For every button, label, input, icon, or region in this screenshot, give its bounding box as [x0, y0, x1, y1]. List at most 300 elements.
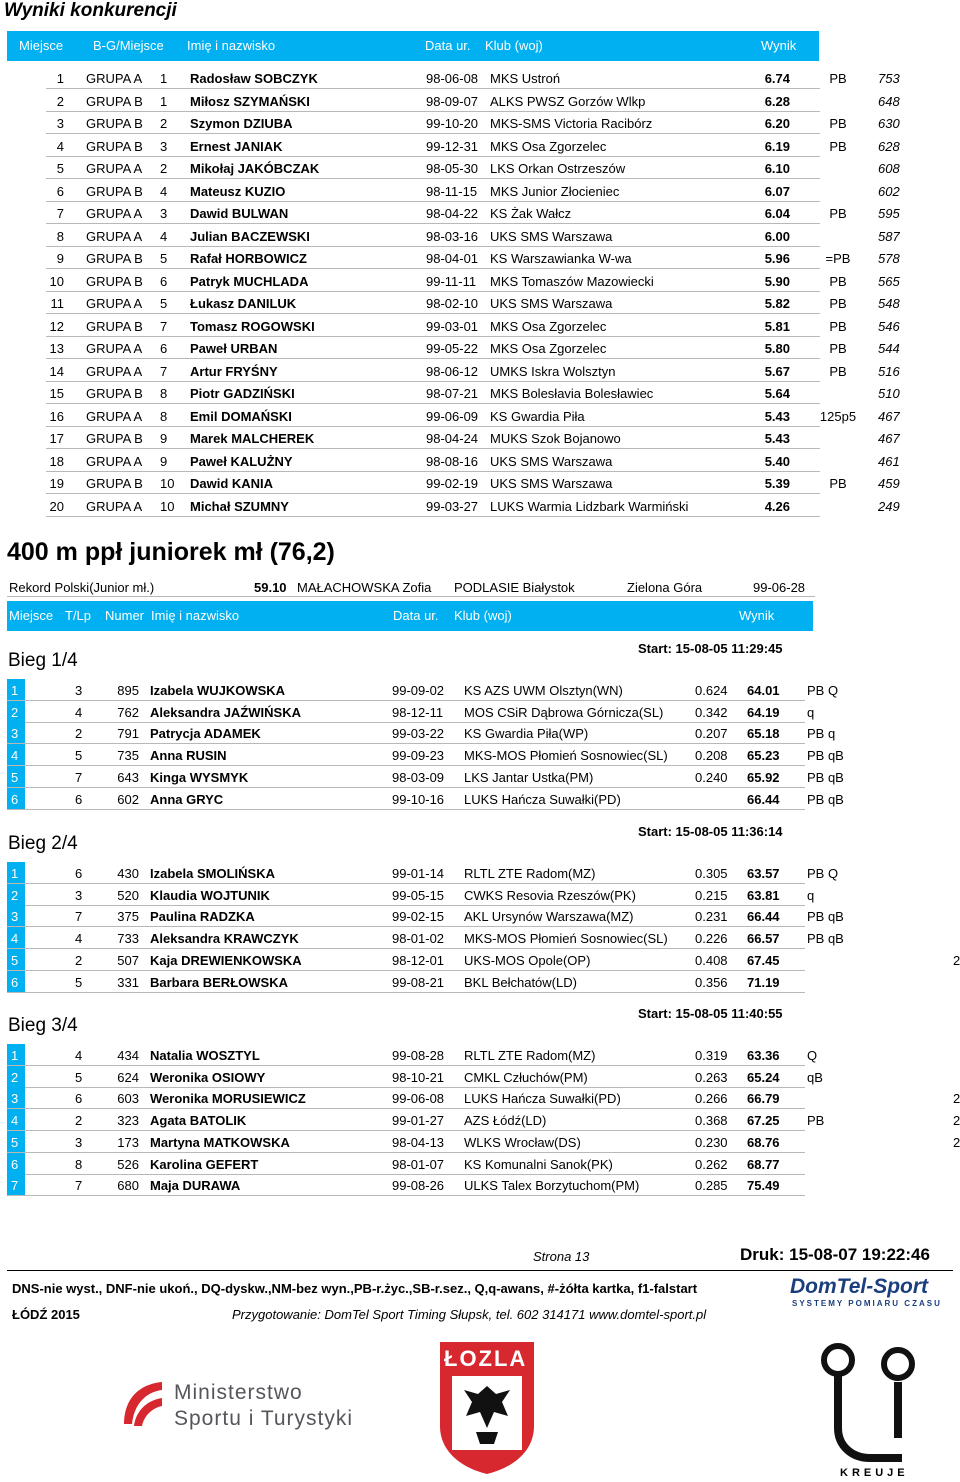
- heat-name: Martyna MATKOWSKA: [150, 1134, 290, 1150]
- table-row: [7, 949, 960, 971]
- table-row: [46, 427, 900, 449]
- heat-note: PB qB: [807, 769, 844, 785]
- header-born: Data ur.: [425, 38, 471, 53]
- result-group-position: 3: [160, 206, 168, 221]
- result-value: 6.07: [764, 183, 790, 199]
- heat-title: Bieg 2/4: [8, 833, 78, 854]
- result-club: MKS Junior Złocieniec: [490, 183, 620, 199]
- footer-legend: DNS-nie wyst., DNF-nie ukoń., DQ-dyskw.,NM-bez wyn.,PB-r.życ.,SB-r.sez., Q,q-awans, #-żółta kartka, f1-falstart: [12, 1281, 698, 1296]
- heat-club: KS Gwardia Piła(WP): [464, 726, 589, 742]
- record-name: MAŁACHOWSKA Zofia: [297, 580, 432, 595]
- heat-name: Klaudia WOJTUNIK: [150, 887, 270, 903]
- heat-birthdate: 98-12-11: [392, 704, 444, 720]
- result-group-position: 10: [160, 498, 175, 514]
- result-group-position: 10: [160, 476, 175, 491]
- heat-birthdate: 99-08-21: [392, 974, 445, 990]
- result-club: UKS SMS Warszawa: [490, 228, 613, 244]
- result-club: UKS SMS Warszawa: [490, 296, 613, 311]
- result-group: GRUPA A: [86, 228, 143, 244]
- result-birthdate: 98-11-15: [426, 183, 478, 199]
- heat-start-time: Start: 15-08-05 11:36:14: [638, 824, 783, 839]
- heat-result: 67.45: [747, 952, 780, 968]
- domtel-logo: DomTel-Sport: [790, 1275, 929, 1298]
- heat-name: Natalia WOSZTYL: [150, 1048, 260, 1063]
- result-note: PB: [829, 341, 847, 356]
- result-points: 461: [878, 453, 900, 469]
- heat-birthdate: 99-09-23: [392, 748, 445, 764]
- heat-lane: 3: [75, 1134, 83, 1150]
- table-row: [46, 337, 900, 359]
- heat-club: LUKS Hańcza Suwałki(PD): [464, 791, 621, 807]
- heat-lane: 6: [75, 791, 83, 807]
- result-value: 5.43: [764, 431, 790, 446]
- heat-name: Barbara BERŁOWSKA: [150, 974, 288, 990]
- result-name: Emil DOMAŃSKI: [190, 408, 292, 424]
- heat-lane: 6: [75, 1091, 83, 1107]
- ministry-logo-line1: Ministerstwo: [174, 1381, 303, 1404]
- heat-result: 75.49: [747, 1178, 780, 1194]
- heat-lane: 5: [75, 974, 83, 990]
- heat-place: 7: [7, 1174, 25, 1195]
- result-club: KS Warszawianka W-wa: [490, 251, 632, 266]
- heat-title: Bieg 3/4: [8, 1015, 78, 1036]
- heat-result: 63.81: [747, 887, 780, 903]
- result-value: 6.04: [764, 206, 790, 221]
- heat-extra-mark: 2: [953, 952, 960, 968]
- record-club: PODLASIE Białystok: [454, 580, 575, 595]
- table-row: [7, 927, 844, 949]
- result-place: 5: [56, 161, 64, 176]
- result-points: 630: [878, 116, 900, 131]
- heat-lane: 2: [75, 726, 83, 742]
- result-name: Radosław SOBCZYK: [190, 71, 318, 86]
- heat-reaction: 0.231: [695, 909, 728, 925]
- heats-header-place: Miejsce: [9, 608, 54, 623]
- heat-bib: 733: [117, 931, 139, 947]
- heat-note: q: [807, 887, 815, 903]
- heat-birthdate: 99-03-22: [392, 726, 445, 742]
- heats-header-bib: Numer: [105, 608, 145, 623]
- heat-reaction: 0.266: [695, 1091, 728, 1107]
- heat-name: Izabela WUJKOWSKA: [150, 683, 286, 698]
- heat-name: Kaja DREWIENKOWSKA: [150, 952, 302, 968]
- heat-bib: 526: [117, 1156, 139, 1172]
- heat-bib: 375: [117, 909, 139, 925]
- result-points: 753: [878, 71, 900, 86]
- result-note: PB: [829, 116, 847, 131]
- table-row: [7, 744, 844, 766]
- heat-place: 3: [7, 905, 25, 926]
- table-row: [7, 1109, 960, 1131]
- heat-name: Aleksandra JAŹWIŃSKA: [150, 704, 301, 720]
- heat-birthdate: 98-03-09: [392, 769, 445, 785]
- result-value: 6.74: [764, 71, 790, 86]
- heat-lane: 4: [75, 1048, 83, 1063]
- result-birthdate: 98-05-30: [426, 161, 479, 176]
- heat-place: 2: [7, 1066, 25, 1087]
- result-points: 578: [878, 251, 900, 266]
- heat-club: LUKS Hańcza Suwałki(PD): [464, 1091, 621, 1107]
- result-place: 9: [56, 251, 64, 266]
- heats-header-lane: T/Lp: [65, 608, 92, 623]
- heat-birthdate: 98-01-02: [392, 931, 445, 947]
- lodz-kreuje-text: KREUJE: [840, 1467, 909, 1479]
- heat-club: KS AZS UWM Olsztyn(WN): [464, 683, 623, 698]
- heat-reaction: 0.262: [695, 1156, 728, 1172]
- result-birthdate: 98-09-07: [426, 93, 479, 109]
- result-points: 602: [878, 183, 900, 199]
- result-club: LUKS Warmia Lidzbark Warmiński: [490, 498, 689, 514]
- result-group: GRUPA B: [86, 116, 143, 131]
- result-club: UKS SMS Warszawa: [490, 453, 613, 469]
- heats-header-name: Imię i nazwisko: [151, 608, 240, 623]
- header-club: Klub (woj): [485, 38, 543, 53]
- result-value: 5.90: [764, 273, 790, 289]
- result-name: Paweł KALUŻNY: [190, 453, 293, 469]
- result-birthdate: 99-02-19: [426, 476, 479, 491]
- result-points: 467: [878, 431, 900, 446]
- heat-note: PB: [807, 1113, 825, 1129]
- result-group-position: 1: [160, 71, 168, 86]
- heat-bib: 791: [117, 726, 139, 742]
- table-row: [46, 382, 900, 404]
- result-group-position: 2: [160, 161, 168, 176]
- heat-club: MOS CSiR Dąbrowa Górnicza(SL): [464, 704, 664, 720]
- heat-place: 3: [7, 722, 25, 743]
- heats-header-result: Wynik: [739, 608, 775, 623]
- result-group-position: 8: [160, 386, 168, 401]
- heat-club: MKS-MOS Płomień Sosnowiec(SL): [464, 748, 668, 764]
- result-club: MKS Tomaszów Mazowiecki: [490, 273, 654, 289]
- result-value: 6.00: [764, 228, 790, 244]
- result-group: GRUPA A: [86, 161, 143, 176]
- result-points: 459: [878, 476, 900, 491]
- heat-result: 65.24: [747, 1069, 780, 1085]
- result-group: GRUPA A: [86, 71, 143, 86]
- heat-reaction: 0.305: [695, 866, 728, 881]
- heat-reaction: 0.342: [695, 704, 728, 720]
- heat-birthdate: 99-08-26: [392, 1178, 445, 1194]
- heat-extra-mark: 2: [953, 1091, 960, 1107]
- heat-club: CWKS Resovia Rzeszów(PK): [464, 887, 636, 903]
- result-group-position: 9: [160, 453, 168, 469]
- result-value: 5.96: [764, 251, 790, 266]
- table-row: [7, 722, 836, 744]
- result-value: 5.64: [764, 386, 790, 401]
- heat-result: 65.92: [747, 769, 780, 785]
- result-place: 19: [49, 476, 64, 491]
- table-row: [7, 884, 815, 906]
- heat-extra-mark: 2: [953, 1113, 960, 1129]
- result-note: PB: [829, 206, 847, 221]
- result-place: 20: [49, 498, 64, 514]
- table-row: [46, 225, 900, 247]
- heat-club: UKS-MOS Opole(OP): [464, 952, 591, 968]
- heat-reaction: 0.368: [695, 1113, 728, 1129]
- table-row: [46, 180, 900, 202]
- result-note: PB: [829, 363, 847, 379]
- table-row: [46, 135, 900, 157]
- result-place: 6: [56, 183, 64, 199]
- result-club: MKS Osa Zgorzelec: [490, 138, 607, 154]
- result-name: Miłosz SZYMAŃSKI: [190, 93, 310, 109]
- result-name: Piotr GADZIŃSKI: [190, 386, 295, 401]
- heat-birthdate: 99-08-28: [392, 1048, 445, 1063]
- heat-place: 1: [7, 679, 25, 700]
- heat-result: 68.77: [747, 1156, 780, 1172]
- heat-lane: 5: [75, 1069, 83, 1085]
- heat-note: PB qB: [807, 909, 844, 925]
- result-birthdate: 98-04-24: [426, 431, 479, 446]
- table-row: [7, 1066, 823, 1088]
- heat-place: 4: [7, 927, 25, 948]
- heat-start-time: Start: 15-08-05 11:29:45: [638, 641, 783, 656]
- heat-result: 63.57: [747, 866, 780, 881]
- heat-lane: 7: [75, 1178, 83, 1194]
- header-place: Miejsce: [19, 38, 64, 53]
- heat-lane: 7: [75, 769, 83, 785]
- heat-reaction: 0.226: [695, 931, 728, 947]
- table-row: [7, 679, 839, 701]
- record-result: 59.10: [254, 580, 287, 595]
- result-group: GRUPA A: [86, 363, 143, 379]
- heat-place: 4: [7, 744, 25, 765]
- heat-birthdate: 98-01-07: [392, 1156, 445, 1172]
- heat-note: PB q: [807, 726, 836, 742]
- heat-bib: 430: [117, 866, 139, 881]
- header-name: Imię i nazwisko: [187, 38, 276, 53]
- result-group-position: 1: [160, 93, 168, 109]
- result-value: 6.10: [764, 161, 790, 176]
- heat-lane: 3: [75, 887, 83, 903]
- heat-bib: 323: [117, 1113, 139, 1129]
- heat-result: 64.19: [747, 704, 780, 720]
- heat-reaction: 0.208: [695, 748, 728, 764]
- result-birthdate: 98-03-16: [426, 228, 479, 244]
- result-note: PB: [829, 71, 847, 86]
- heat-place: 5: [7, 1131, 25, 1152]
- table-row: [46, 360, 900, 382]
- heat-result: 68.76: [747, 1134, 780, 1150]
- result-group: GRUPA B: [86, 273, 143, 289]
- result-club: UMKS Iskra Wolsztyn: [490, 363, 616, 379]
- table-row: [7, 1153, 805, 1175]
- heat-title: Bieg 1/4: [8, 650, 78, 671]
- result-birthdate: 99-03-01: [426, 318, 479, 334]
- heat-bib: 520: [117, 887, 139, 903]
- heat-place: 2: [7, 701, 25, 722]
- footer-page-number: Strona 13: [533, 1249, 590, 1264]
- table-row: [7, 905, 844, 927]
- heat-reaction: 0.285: [695, 1178, 728, 1194]
- heat-note: q: [807, 704, 815, 720]
- result-name: Łukasz DANILUK: [190, 296, 297, 311]
- heat-reaction: 0.263: [695, 1069, 728, 1085]
- heat-place: 1: [7, 862, 25, 883]
- result-place: 10: [49, 273, 64, 289]
- table-row: [46, 90, 900, 112]
- result-birthdate: 99-11-11: [426, 273, 477, 289]
- heat-club: CMKL Człuchów(PM): [464, 1069, 588, 1085]
- table-row: [7, 1174, 805, 1196]
- result-birthdate: 98-06-08: [426, 71, 479, 86]
- heat-lane: 3: [75, 683, 83, 698]
- heat-reaction: 0.408: [695, 952, 728, 968]
- result-group: GRUPA A: [86, 453, 143, 469]
- heat-birthdate: 99-09-02: [392, 683, 445, 698]
- result-points: 587: [878, 228, 900, 244]
- table-row: [7, 971, 805, 993]
- heat-name: Maja DURAWA: [150, 1178, 241, 1194]
- heat-reaction: 0.207: [695, 726, 728, 742]
- heat-name: Agata BATOLIK: [150, 1113, 247, 1129]
- result-group: GRUPA B: [86, 476, 143, 491]
- heat-name: Kinga WYSMYK: [150, 769, 249, 785]
- page-title: Wyniki konkurencji: [4, 0, 177, 21]
- table-row: [7, 862, 839, 884]
- heat-result: 63.36: [747, 1048, 780, 1063]
- record-city: Zielona Góra: [627, 580, 703, 595]
- heat-club: RLTL ZTE Radom(MZ): [464, 1048, 596, 1063]
- heat-reaction: 0.215: [695, 887, 728, 903]
- table-row: [7, 1131, 960, 1153]
- result-name: Marek MALCHEREK: [190, 431, 315, 446]
- heat-bib: 762: [117, 704, 139, 720]
- heat-reaction: 0.230: [695, 1134, 728, 1150]
- record-date: 99-06-28: [753, 580, 806, 595]
- heat-result: 71.19: [747, 974, 780, 990]
- result-birthdate: 98-02-10: [426, 296, 479, 311]
- result-group: GRUPA B: [86, 386, 143, 401]
- result-group-position: 4: [160, 183, 168, 199]
- heat-name: Patrycja ADAMEK: [150, 726, 261, 742]
- result-points: 548: [878, 296, 900, 311]
- heats-header-born: Data ur.: [393, 608, 439, 623]
- heat-reaction: 0.356: [695, 974, 728, 990]
- result-name: Tomasz ROGOWSKI: [190, 318, 315, 334]
- result-birthdate: 98-06-12: [426, 363, 479, 379]
- heat-name: Karolina GEFERT: [150, 1156, 259, 1172]
- result-name: Mikołaj JAKÓBCZAK: [190, 161, 320, 176]
- heat-bib: 602: [117, 791, 139, 807]
- result-value: 4.26: [764, 498, 790, 514]
- result-value: 5.43: [764, 408, 790, 424]
- heat-bib: 603: [117, 1091, 139, 1107]
- result-group: GRUPA B: [86, 318, 143, 334]
- result-value: 5.81: [764, 318, 790, 334]
- event-title: 400 m ppł juniorek mł (76,2): [7, 538, 335, 566]
- result-group-position: 2: [160, 116, 168, 131]
- heat-lane: 5: [75, 748, 83, 764]
- result-place: 7: [56, 206, 64, 221]
- table-row: [46, 157, 900, 179]
- result-group-position: 8: [160, 408, 168, 424]
- result-group-position: 5: [160, 296, 168, 311]
- result-group: GRUPA B: [86, 138, 143, 154]
- heat-club: BKL Bełchatów(LD): [464, 974, 577, 990]
- heat-lane: 4: [75, 704, 83, 720]
- result-place: 17: [49, 431, 64, 446]
- result-place: 4: [56, 138, 64, 154]
- result-birthdate: 98-04-22: [426, 206, 479, 221]
- result-value: 6.28: [764, 93, 790, 109]
- heat-result: 66.79: [747, 1091, 780, 1107]
- result-birthdate: 98-07-21: [426, 386, 479, 401]
- table-row: [46, 292, 900, 314]
- heat-birthdate: 99-10-16: [392, 791, 445, 807]
- result-birthdate: 99-10-20: [426, 116, 479, 131]
- heat-bib: 895: [117, 683, 139, 698]
- result-points: 595: [878, 206, 900, 221]
- result-group-position: 7: [160, 318, 168, 334]
- record-label: Rekord Polski(Junior mł.): [9, 580, 155, 595]
- heats-header: [7, 601, 813, 631]
- result-group-position: 6: [160, 273, 168, 289]
- result-name: Szymon DZIUBA: [190, 116, 293, 131]
- heat-club: ULKS Talex Borzytuchom(PM): [464, 1178, 640, 1194]
- result-points: 249: [878, 498, 900, 514]
- result-club: MKS Bolesłavia Bolesławiec: [490, 386, 654, 401]
- heat-bib: 434: [117, 1048, 139, 1063]
- heat-note: PB qB: [807, 748, 844, 764]
- result-group: GRUPA A: [86, 408, 143, 424]
- result-birthdate: 98-08-16: [426, 453, 479, 469]
- heat-bib: 624: [117, 1069, 139, 1085]
- heat-result: 66.44: [747, 909, 780, 925]
- result-points: 608: [878, 161, 900, 176]
- result-value: 6.20: [764, 116, 790, 131]
- header-result: Wynik: [761, 38, 797, 53]
- result-group-position: 3: [160, 138, 168, 154]
- table-row: [46, 270, 900, 292]
- table-row: [7, 766, 844, 788]
- result-birthdate: 99-05-22: [426, 341, 479, 356]
- result-birthdate: 99-12-31: [426, 138, 479, 154]
- table-row: [46, 405, 900, 427]
- heat-bib: 507: [117, 952, 139, 968]
- result-name: Mateusz KUZIO: [190, 183, 286, 199]
- result-points: 628: [878, 138, 900, 154]
- heat-lane: 2: [75, 952, 83, 968]
- result-note: PB: [829, 138, 847, 154]
- footer-print-date: Druk: 15-08-07 19:22:46: [740, 1245, 930, 1264]
- table-row: [46, 495, 900, 517]
- table-row: [46, 315, 900, 337]
- result-place: 14: [49, 363, 64, 379]
- table-row: [7, 1087, 960, 1109]
- result-points: 648: [878, 93, 900, 109]
- result-value: 5.82: [764, 296, 790, 311]
- result-name: Dawid KANIA: [190, 476, 274, 491]
- footer-city: ŁÓDŹ 2015: [12, 1307, 80, 1322]
- result-group: GRUPA B: [86, 431, 143, 446]
- heat-bib: 173: [117, 1134, 139, 1150]
- table-row: [7, 788, 844, 810]
- result-note: PB: [829, 296, 847, 311]
- result-name: Patryk MUCHLADA: [190, 273, 309, 289]
- ozla-crest-title: ŁOZLA: [444, 1346, 528, 1371]
- results-header: [7, 31, 819, 61]
- result-note: 125p5: [819, 408, 857, 424]
- ministry-logo-icon: [118, 1378, 168, 1430]
- result-club: KS Gwardia Piła: [490, 408, 585, 424]
- result-place: 16: [49, 408, 64, 424]
- heat-bib: 680: [117, 1178, 139, 1194]
- heat-note: PB Q: [807, 866, 839, 881]
- heat-note: PB Q: [807, 683, 839, 698]
- heat-place: 6: [7, 971, 25, 992]
- result-group-position: 4: [160, 228, 168, 244]
